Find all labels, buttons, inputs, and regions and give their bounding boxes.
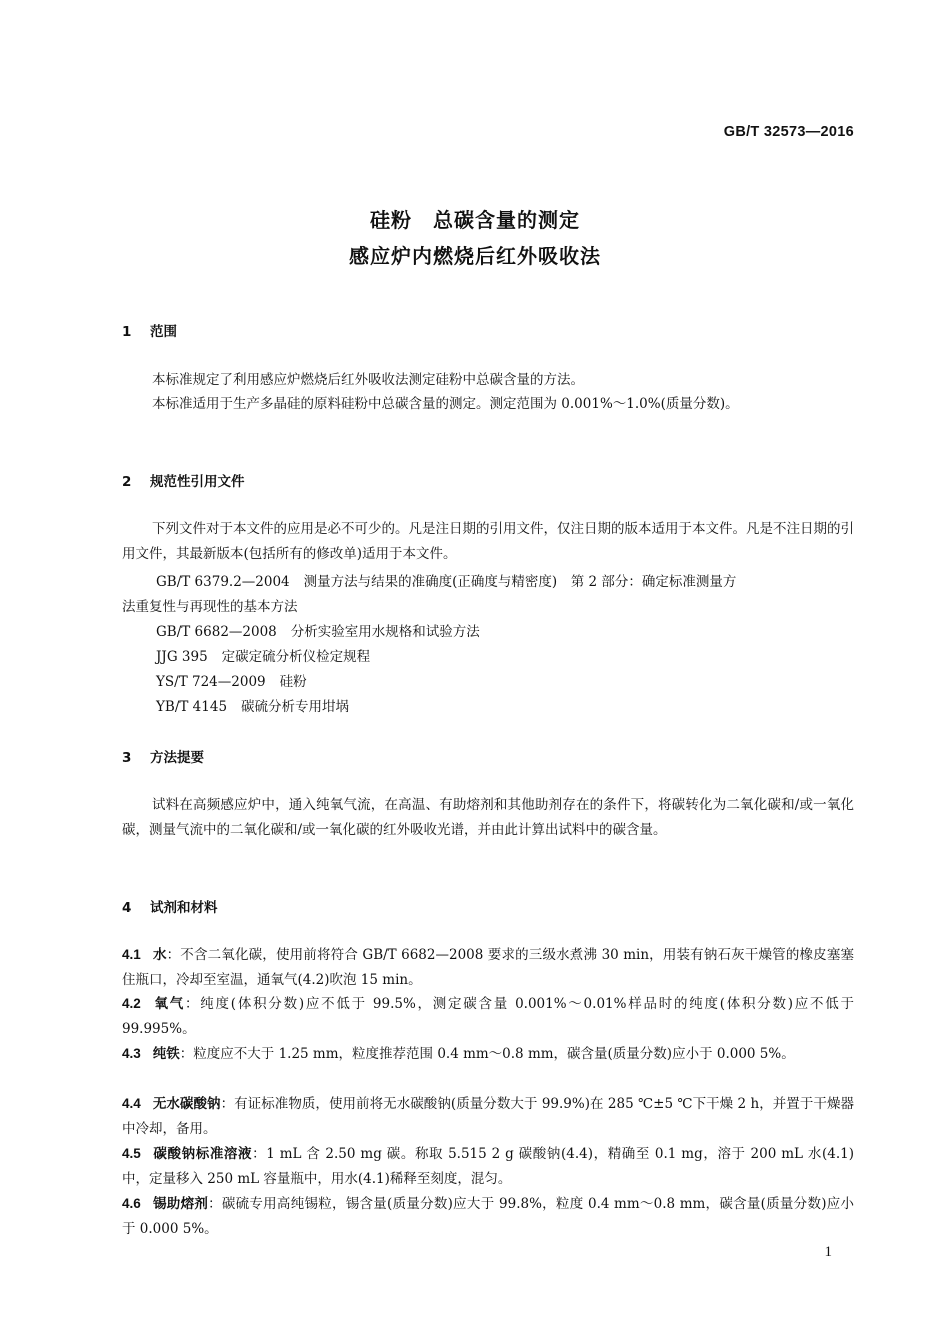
reference-item <box>156 670 307 690</box>
section-heading-reagents <box>122 896 218 916</box>
section-title: 规范性引用文件 <box>150 474 245 490</box>
section-number: 1 <box>122 324 132 340</box>
reagent-item-water <box>122 943 854 992</box>
page-number: 1 <box>824 1244 832 1260</box>
reference-code: YS/T 724—2009 <box>156 674 266 690</box>
scope-paragraph-1: 本标准规定了利用感应炉燃烧后红外吸收法测定硅粉中总碳含量的方法。 <box>152 372 584 388</box>
reagent-item-sodium-carbonate <box>122 1092 854 1141</box>
title-line-1: 硅粉 总碳含量的测定 <box>370 208 580 232</box>
item-text: ：不含二氧化碳，使用前将符合 GB/T 6682—2008 要求的三级水煮沸 30 min，用装有钠石灰干燥管的橡皮塞塞住瓶口，冷却至室温，通氧气(4.2)吹泡 15 min。 <box>122 947 855 988</box>
reference-name: 硅粉 <box>279 674 307 690</box>
section-title: 范围 <box>150 324 177 340</box>
reference-name: 法重复性与再现性的基本方法 <box>122 599 298 615</box>
item-number: 4.1 <box>122 947 141 962</box>
section-heading-scope <box>122 320 177 340</box>
item-text: ：纯度(体积分数)应不低于 99.5%，测定碳含量 0.001%～0.01%样品时的纯度(体积分数)应不低于 99.995%。 <box>122 996 855 1037</box>
reagent-item-standard-solution <box>122 1142 854 1191</box>
reference-item <box>156 570 736 590</box>
reference-code: JJG 395 <box>156 649 208 665</box>
item-name: 锡助熔剂 <box>152 1196 209 1212</box>
section-number: 4 <box>122 900 132 916</box>
reference-name: 定碳定硫分析仪检定规程 <box>221 649 371 665</box>
item-name: 水 <box>152 947 167 963</box>
item-text: ：粒度应不大于 1.25 mm，粒度推荐范围 0.4 mm～0.8 mm，碳含量(质量分数)应小于 0.000 5%。 <box>179 1046 795 1062</box>
item-name: 无水碳酸钠 <box>152 1096 221 1112</box>
item-name: 碳酸钠标准溶液 <box>152 1146 253 1162</box>
scope-paragraph-2: 本标准适用于生产多晶硅的原料硅粉中总碳含量的测定。测定范围为 0.001%～1.0%(质量分数)。 <box>152 396 739 412</box>
item-name: 氧气 <box>152 996 186 1012</box>
item-name: 纯铁 <box>152 1046 180 1062</box>
section-heading-principle <box>122 746 204 766</box>
item-text: ：1 mL 含 2.50 mg 碳。称取 5.515 2 g 碳酸钠(4.4)，精确至 0.1 mg，溶于 200 mL 水(4.1)中，定量移入 250 mL 容量瓶中，用水(4.1)稀释至刻度，混匀。 <box>122 1146 855 1187</box>
reference-item-continuation <box>122 595 298 615</box>
standard-number: GB/T 32573—2016 <box>723 124 854 140</box>
item-number: 4.4 <box>122 1096 141 1111</box>
section-heading-normative <box>122 470 245 490</box>
reference-code: YB/T 4145 <box>156 699 228 715</box>
normative-intro: 下列文件对于本文件的应用是必不可少的。凡是注日期的引用文件，仅注日期的版本适用于本文件。凡是不注日期的引用文件，其最新版本(包括所有的修改单)适用于本文件。 <box>122 521 854 562</box>
item-number: 4.2 <box>122 996 141 1011</box>
reagent-item-iron <box>122 1042 854 1067</box>
item-text: ：有证标准物质，使用前将无水碳酸钠(质量分数大于 99.9%)在 285 ℃±5 ℃下干燥 2 h，并置于干燥器中冷却，备用。 <box>122 1096 855 1137</box>
reference-name: 分析实验室用水规格和试验方法 <box>290 624 480 640</box>
title-line-2: 感应炉内燃烧后红外吸收法 <box>349 244 601 268</box>
item-number: 4.6 <box>122 1196 141 1211</box>
section-title: 方法提要 <box>150 750 204 766</box>
reagent-item-oxygen <box>122 992 854 1041</box>
reference-name: 碳硫分析专用坩埚 <box>241 699 350 715</box>
principle-paragraph: 试料在高频感应炉中，通入纯氧气流，在高温、有助熔剂和其他助剂存在的条件下，将碳转化为二氧化碳和/或一氧化碳，测量气流中的二氧化碳和/或一氧化碳的红外吸收光谱，并由此计算出试料中的碳含量。 <box>122 797 854 838</box>
item-text: ：碳硫专用高纯锡粒，锡含量(质量分数)应大于 99.8%，粒度 0.4 mm～0.8 mm，碳含量(质量分数)应小于 0.000 5%。 <box>122 1196 855 1237</box>
section-number: 2 <box>122 474 132 490</box>
reference-item <box>156 695 349 715</box>
item-number: 4.3 <box>122 1046 141 1061</box>
section-number: 3 <box>122 750 132 766</box>
reference-item <box>156 620 480 640</box>
section-title: 试剂和材料 <box>150 900 218 916</box>
reagent-item-tin-flux <box>122 1192 854 1241</box>
item-number: 4.5 <box>122 1146 141 1161</box>
reference-code: GB/T 6682—2008 <box>156 624 277 640</box>
reference-name: 测量方法与结果的准确度(正确度与精密度) 第 2 部分：确定标准测量方 <box>303 574 737 590</box>
reference-item <box>156 645 370 665</box>
reference-code: GB/T 6379.2—2004 <box>156 574 290 590</box>
